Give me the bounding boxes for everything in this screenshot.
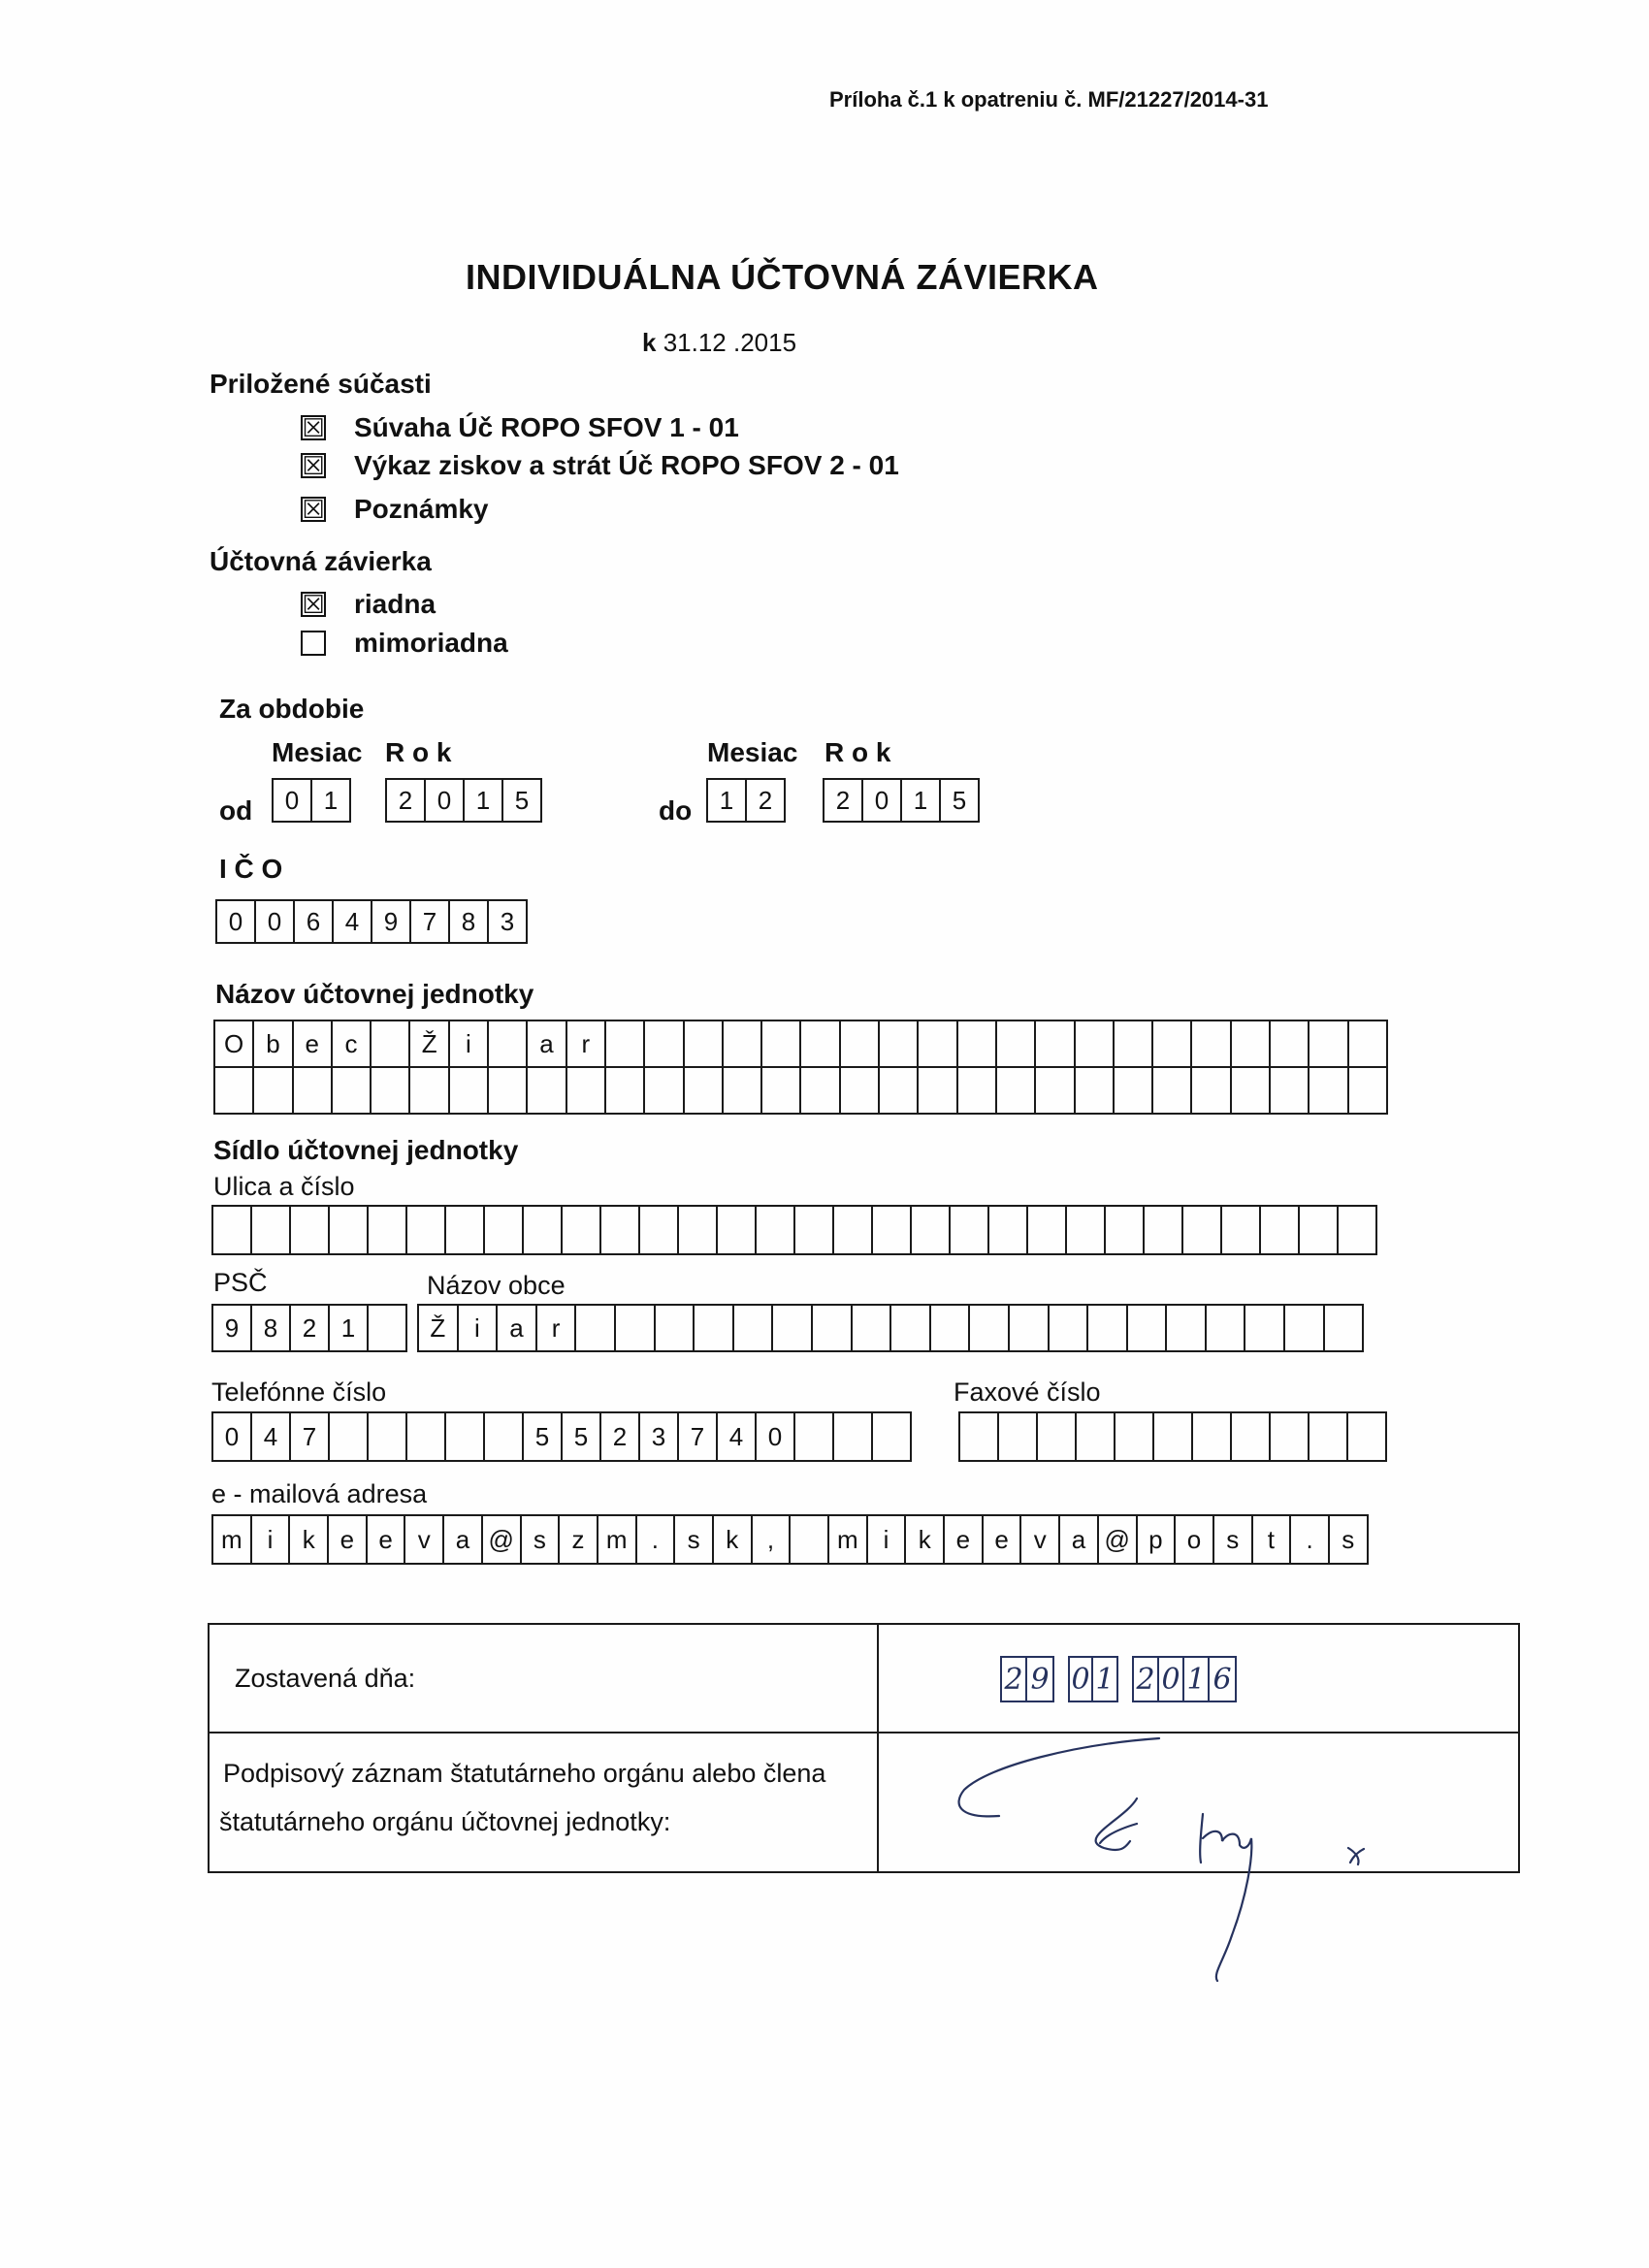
cell: a — [528, 1021, 566, 1066]
cell — [645, 1068, 684, 1113]
cell — [1038, 1413, 1077, 1460]
cell: k — [290, 1516, 329, 1563]
cell — [1285, 1306, 1325, 1350]
cell — [685, 1068, 724, 1113]
cell: a — [498, 1306, 537, 1350]
attached-item-1: Súvaha Úč ROPO SFOV 1 - 01 — [354, 412, 739, 442]
cell: i — [868, 1516, 907, 1563]
cell — [1067, 1207, 1106, 1253]
cell — [757, 1207, 795, 1253]
phone-label: Telefónne číslo — [211, 1377, 387, 1407]
cell — [1145, 1207, 1183, 1253]
cell: 2 — [747, 780, 786, 821]
cell — [999, 1413, 1038, 1460]
cell: 7 — [679, 1413, 718, 1460]
cell: i — [450, 1021, 489, 1066]
cell — [1115, 1021, 1153, 1066]
attached-checkbox-2[interactable]: ☒ — [302, 451, 325, 480]
cell — [1115, 1068, 1153, 1113]
cell: 7 — [411, 901, 450, 942]
compiled-month — [1068, 1656, 1118, 1702]
cell: e — [329, 1516, 368, 1563]
phone-cells[interactable] — [211, 1411, 912, 1462]
cell — [834, 1413, 873, 1460]
cell — [1193, 1413, 1232, 1460]
cell — [576, 1306, 616, 1350]
email-cells[interactable] — [211, 1514, 1369, 1565]
cell: s — [675, 1516, 714, 1563]
cell — [1222, 1207, 1261, 1253]
cell — [958, 1021, 997, 1066]
cell: 9 — [1030, 1662, 1050, 1697]
cell — [1310, 1413, 1348, 1460]
cell — [853, 1306, 892, 1350]
cell: t — [1253, 1516, 1292, 1563]
cell: p — [1138, 1516, 1177, 1563]
from-year-label: R o k — [385, 737, 452, 767]
cell — [873, 1413, 912, 1460]
entity-name-row-1[interactable] — [213, 1020, 1388, 1068]
cell — [410, 1068, 449, 1113]
cell: 4 — [334, 901, 372, 942]
cell — [446, 1207, 485, 1253]
cell — [841, 1068, 880, 1113]
cell — [762, 1068, 801, 1113]
psc-label: PSČ — [213, 1268, 268, 1297]
cell — [1153, 1068, 1192, 1113]
cell — [695, 1306, 734, 1350]
cell — [834, 1207, 873, 1253]
cell: 5 — [524, 1413, 563, 1460]
cell: 1 — [1095, 1662, 1115, 1697]
cell: 0 — [757, 1413, 795, 1460]
cell — [1192, 1021, 1231, 1066]
cell — [369, 1207, 407, 1253]
cell — [1232, 1021, 1271, 1066]
cell: @ — [483, 1516, 522, 1563]
signature-label-line1: Podpisový záznam štatutárneho orgánu alebo člena — [223, 1759, 826, 1788]
statement-type-heading: Účtovná závierka — [210, 546, 432, 576]
cell — [1310, 1021, 1348, 1066]
annex-note: Príloha č.1 k opatreniu č. MF/21227/2014-31 — [829, 87, 1269, 112]
ico-label: I Č O — [219, 854, 283, 884]
cell: 0 — [1070, 1658, 1093, 1701]
cell — [1010, 1306, 1050, 1350]
cell — [841, 1021, 880, 1066]
cell — [813, 1306, 853, 1350]
cell: s — [522, 1516, 561, 1563]
cell: i — [459, 1306, 499, 1350]
from-label: od — [219, 795, 253, 826]
from-year-cells[interactable] — [385, 778, 542, 823]
cell: k — [714, 1516, 753, 1563]
cell — [524, 1207, 563, 1253]
cell: s — [1330, 1516, 1369, 1563]
extraordinary-label: mimoriadna — [354, 628, 508, 658]
cell — [1183, 1207, 1222, 1253]
cell — [407, 1207, 446, 1253]
cell — [369, 1306, 407, 1350]
cell: 0 — [1159, 1658, 1184, 1701]
cell: 6 — [1212, 1662, 1232, 1697]
cell — [912, 1207, 951, 1253]
page-title: INDIVIDUÁLNA ÚČTOVNÁ ZÁVIERKA — [466, 257, 1099, 297]
period-heading: Za obdobie — [219, 694, 365, 724]
cell — [1192, 1068, 1231, 1113]
cell — [989, 1207, 1028, 1253]
cell: Ž — [419, 1306, 459, 1350]
compiled-label: Zostavená dňa: — [235, 1664, 416, 1693]
cell: k — [906, 1516, 945, 1563]
cell — [724, 1021, 762, 1066]
cell — [1245, 1306, 1285, 1350]
cell — [1153, 1021, 1192, 1066]
compiled-day — [1000, 1656, 1054, 1702]
cell: e — [368, 1516, 406, 1563]
cell — [254, 1068, 293, 1113]
cell: 8 — [450, 901, 489, 942]
cell — [215, 1068, 254, 1113]
cell: c — [333, 1021, 372, 1066]
cell — [1300, 1207, 1339, 1253]
cell: i — [252, 1516, 291, 1563]
cell: 3 — [489, 901, 528, 942]
town-cells[interactable] — [417, 1304, 1364, 1352]
as-of-prefix: k — [642, 328, 657, 357]
cell — [330, 1413, 369, 1460]
cell — [213, 1207, 252, 1253]
cell — [1271, 1021, 1310, 1066]
attached-item-3: Poznámky — [354, 494, 489, 524]
street-label: Ulica a číslo — [213, 1172, 355, 1201]
cell: 1 — [465, 780, 503, 821]
cell — [724, 1068, 762, 1113]
cell — [1128, 1306, 1168, 1350]
cell — [1348, 1413, 1387, 1460]
attached-heading: Priložené súčasti — [210, 369, 432, 399]
cell — [1339, 1207, 1377, 1253]
cell: 5 — [563, 1413, 601, 1460]
cell — [773, 1306, 813, 1350]
compiled-date[interactable] — [1000, 1656, 1237, 1702]
street-cells[interactable] — [211, 1205, 1377, 1255]
cell: 2 — [1002, 1658, 1027, 1701]
cell — [718, 1207, 757, 1253]
cell: v — [1021, 1516, 1060, 1563]
cell — [1167, 1306, 1207, 1350]
cell — [997, 1021, 1036, 1066]
seat-heading: Sídlo účtovnej jednotky — [213, 1135, 519, 1165]
cell — [640, 1207, 679, 1253]
cell — [801, 1068, 840, 1113]
cell: 4 — [252, 1413, 291, 1460]
cell: 0 — [274, 780, 312, 821]
cell: 7 — [291, 1413, 330, 1460]
cell — [1310, 1068, 1348, 1113]
cell — [951, 1207, 989, 1253]
cell — [791, 1516, 829, 1563]
cell: m — [213, 1516, 252, 1563]
cell: 0 — [863, 780, 902, 821]
cell — [997, 1068, 1036, 1113]
cell: b — [254, 1021, 293, 1066]
cell — [1106, 1207, 1145, 1253]
cell — [369, 1413, 407, 1460]
cell — [960, 1413, 999, 1460]
cell — [1028, 1207, 1067, 1253]
cell — [1207, 1306, 1246, 1350]
cell — [601, 1207, 640, 1253]
cell: @ — [1099, 1516, 1138, 1563]
cell — [795, 1207, 834, 1253]
as-of-value: 31.12 .2015 — [663, 328, 797, 357]
cell: 5 — [941, 780, 980, 821]
fax-label: Faxové číslo — [954, 1377, 1101, 1407]
cell — [656, 1306, 695, 1350]
cell — [685, 1021, 724, 1066]
cell — [873, 1207, 912, 1253]
extraordinary-checkbox[interactable] — [301, 631, 326, 656]
cell: 9 — [372, 901, 411, 942]
cell — [1076, 1068, 1115, 1113]
attached-item-2: Výkaz ziskov a strát Úč ROPO SFOV 2 - 01 — [354, 450, 899, 480]
cell — [891, 1306, 931, 1350]
cell: 8 — [252, 1306, 291, 1350]
cell — [1271, 1068, 1310, 1113]
cell: s — [1214, 1516, 1253, 1563]
cell: 0 — [213, 1413, 252, 1460]
cell — [801, 1021, 840, 1066]
signature-label-line2: štatutárneho orgánu účtovnej jednotky: — [219, 1807, 671, 1836]
cell: , — [753, 1516, 792, 1563]
cell — [1036, 1021, 1075, 1066]
cell: a — [1060, 1516, 1099, 1563]
cell — [606, 1068, 645, 1113]
cell — [1349, 1021, 1388, 1066]
cell: v — [405, 1516, 444, 1563]
cell — [489, 1021, 528, 1066]
cell: 0 — [217, 901, 256, 942]
cell: O — [215, 1021, 254, 1066]
cell: m — [829, 1516, 868, 1563]
to-year-cells[interactable] — [823, 778, 980, 823]
cell: 5 — [503, 780, 542, 821]
cell — [407, 1413, 446, 1460]
regular-label: riadna — [354, 589, 436, 619]
cell: 1 — [312, 780, 351, 821]
cell: Ž — [410, 1021, 449, 1066]
cell — [880, 1021, 919, 1066]
cell: z — [560, 1516, 598, 1563]
cell: m — [598, 1516, 637, 1563]
signature-scribble — [931, 1727, 1377, 1989]
cell — [291, 1207, 330, 1253]
regular-checkbox[interactable]: ☒ — [302, 590, 325, 619]
town-label: Názov obce — [427, 1271, 566, 1300]
psc-cells[interactable] — [211, 1304, 407, 1352]
cell — [485, 1413, 524, 1460]
cell: 2 — [387, 780, 426, 821]
cell: 2 — [291, 1306, 330, 1350]
email-label: e - mailová adresa — [211, 1479, 428, 1508]
cell: . — [637, 1516, 676, 1563]
cell: o — [1176, 1516, 1214, 1563]
attached-checkbox-1[interactable]: ☒ — [302, 413, 325, 442]
cell — [795, 1413, 834, 1460]
cell — [1036, 1068, 1075, 1113]
cell: e — [945, 1516, 984, 1563]
cell — [372, 1068, 410, 1113]
table-divider-vertical — [877, 1625, 879, 1871]
cell — [919, 1021, 957, 1066]
as-of-date — [642, 328, 796, 358]
cell — [446, 1413, 485, 1460]
compiled-year — [1132, 1656, 1237, 1702]
cell: 0 — [256, 901, 295, 942]
cell — [1116, 1413, 1154, 1460]
cell — [294, 1068, 333, 1113]
cell: 0 — [426, 780, 465, 821]
cell — [372, 1021, 410, 1066]
cell — [1261, 1207, 1300, 1253]
cell — [1088, 1306, 1128, 1350]
cell — [489, 1068, 528, 1113]
from-month-cells[interactable] — [272, 778, 351, 823]
cell: 4 — [718, 1413, 757, 1460]
cell: a — [444, 1516, 483, 1563]
cell — [1077, 1413, 1116, 1460]
cell — [1349, 1068, 1388, 1113]
cell — [1271, 1413, 1310, 1460]
cell: 2 — [824, 780, 863, 821]
cell: 6 — [295, 901, 334, 942]
cell: 1 — [708, 780, 747, 821]
cell: 2 — [601, 1413, 640, 1460]
cell: r — [537, 1306, 577, 1350]
cell — [880, 1068, 919, 1113]
cell — [528, 1068, 566, 1113]
ico-cells[interactable] — [215, 899, 528, 944]
cell — [1232, 1068, 1271, 1113]
attached-checkbox-3[interactable]: ☒ — [302, 495, 325, 524]
cell: 1 — [330, 1306, 369, 1350]
cell: e — [294, 1021, 333, 1066]
to-month-label: Mesiac — [707, 737, 798, 767]
cell — [1325, 1306, 1365, 1350]
to-year-label: R o k — [824, 737, 891, 767]
cell: 1 — [902, 780, 941, 821]
cell — [333, 1068, 372, 1113]
cell — [252, 1207, 291, 1253]
cell — [919, 1068, 957, 1113]
cell — [762, 1021, 801, 1066]
cell — [450, 1068, 489, 1113]
entity-name-label: Názov účtovnej jednotky — [215, 979, 534, 1009]
cell — [606, 1021, 645, 1066]
cell — [485, 1207, 524, 1253]
cell: . — [1291, 1516, 1330, 1563]
cell — [1154, 1413, 1193, 1460]
cell — [931, 1306, 971, 1350]
fax-cells[interactable] — [958, 1411, 1387, 1462]
to-label: do — [659, 795, 693, 826]
cell — [1232, 1413, 1271, 1460]
cell — [679, 1207, 718, 1253]
cell — [970, 1306, 1010, 1350]
cell — [567, 1068, 606, 1113]
entity-name-row-2[interactable] — [213, 1066, 1388, 1115]
cell — [616, 1306, 656, 1350]
cell: 9 — [213, 1306, 252, 1350]
cell: r — [567, 1021, 606, 1066]
cell — [645, 1021, 684, 1066]
cell: e — [984, 1516, 1022, 1563]
cell — [1076, 1021, 1115, 1066]
cell — [958, 1068, 997, 1113]
cell — [330, 1207, 369, 1253]
cell: 2 — [1134, 1658, 1159, 1701]
from-month-label: Mesiac — [272, 737, 363, 767]
cell: 3 — [640, 1413, 679, 1460]
cell: 1 — [1184, 1658, 1210, 1701]
cell — [563, 1207, 601, 1253]
cell — [734, 1306, 774, 1350]
to-month-cells[interactable] — [706, 778, 786, 823]
cell — [1050, 1306, 1089, 1350]
